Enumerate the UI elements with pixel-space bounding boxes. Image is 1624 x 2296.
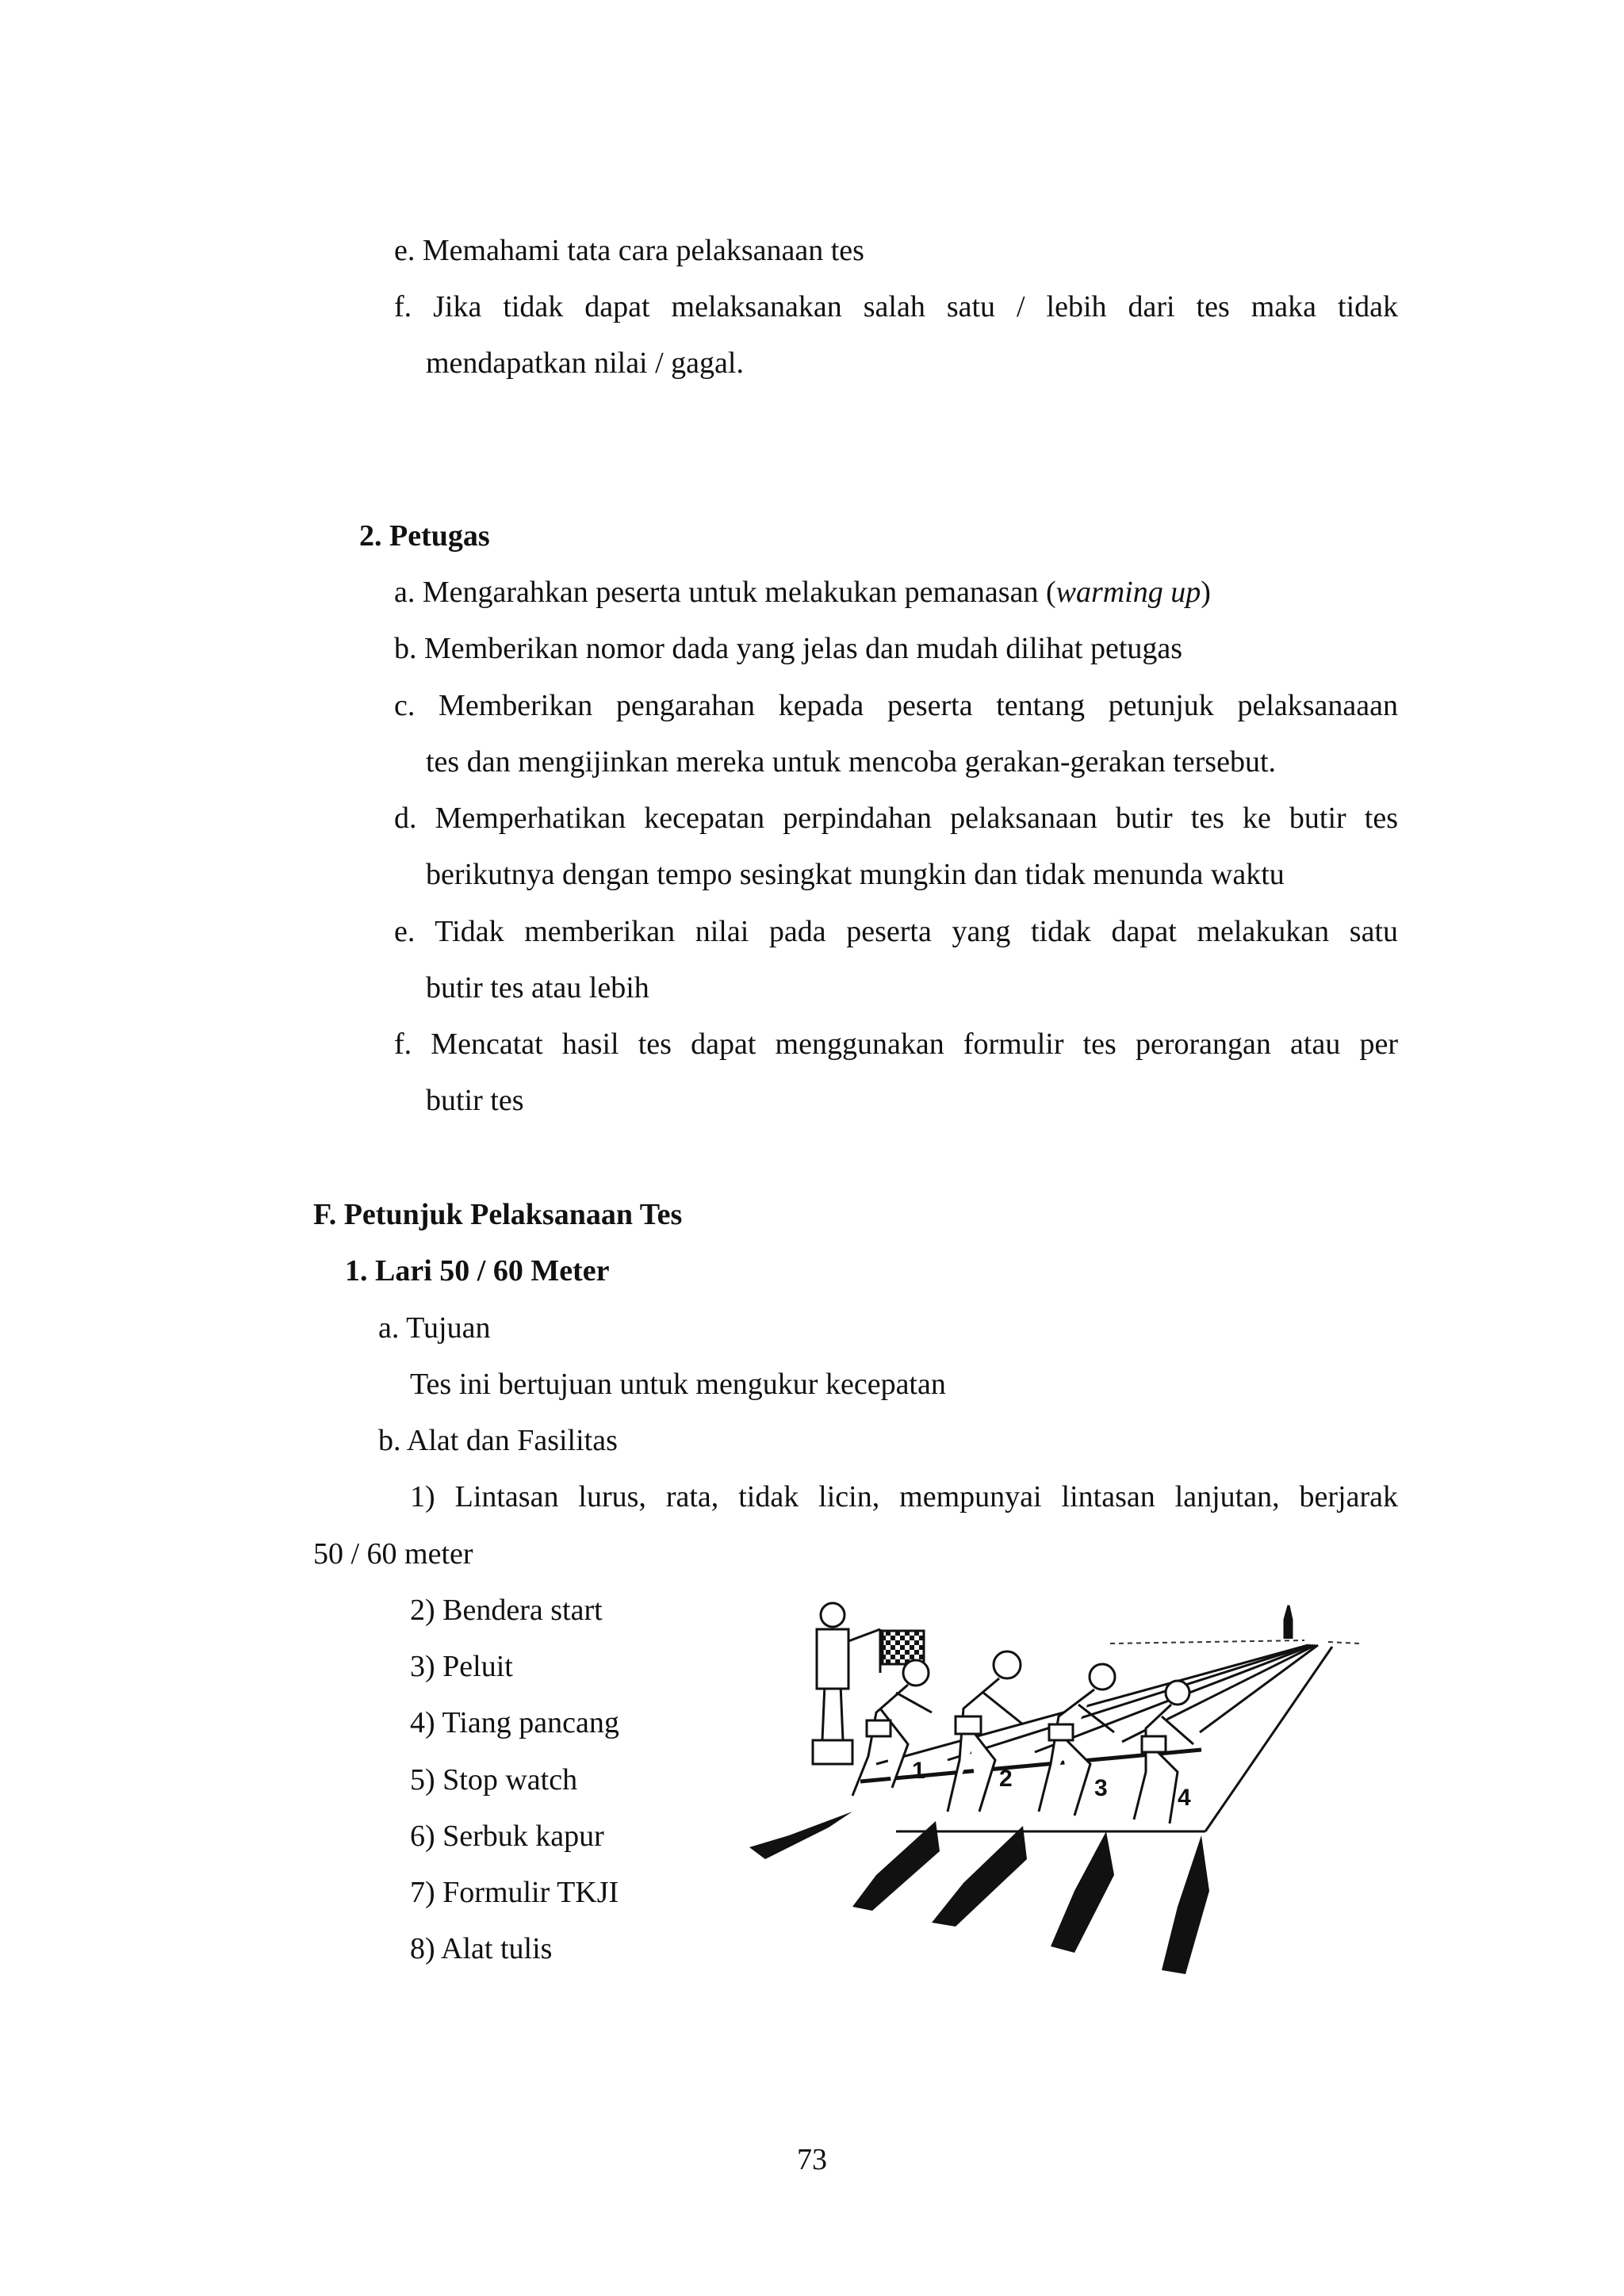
lane-number-2: 2 — [999, 1766, 1013, 1792]
alat-item-7: 7) Formulir TKJI — [410, 1876, 619, 1909]
petugas-item-f-line1: f. Mencatat hasil tes dapat menggunakan formulir tes perorangan atau per — [394, 1027, 1398, 1061]
lane-number-1: 1 — [912, 1758, 925, 1784]
runners — [852, 1651, 1193, 1823]
alat-item-4: 4) Tiang pancang — [410, 1706, 619, 1739]
sprint-start-illustration — [733, 1574, 1368, 1990]
petugas-item-a-prefix: a. Mengarahkan peserta untuk melakukan pemanasan ( — [394, 576, 1056, 609]
alat-item-1-line2: 50 / 60 meter — [313, 1537, 473, 1571]
petugas-item-d-line2: berikutnya dengan tempo sesingkat mungkin dan tidak menunda waktu — [426, 858, 1285, 891]
tujuan-label: a. Tujuan — [378, 1311, 491, 1345]
alat-label: b. Alat dan Fasilitas — [378, 1424, 618, 1457]
petugas-item-e-line2: butir tes atau lebih — [426, 971, 649, 1004]
petugas-item-c-line2: tes dan mengijinkan mereka untuk mencoba gerakan-gerakan tersebut. — [426, 745, 1277, 779]
alat-item-8: 8) Alat tulis — [410, 1932, 553, 1965]
section-f-heading: F. Petunjuk Pelaksanaan Tes — [313, 1198, 683, 1231]
alat-item-6: 6) Serbuk kapur — [410, 1820, 604, 1853]
lane-number-4: 4 — [1178, 1785, 1191, 1811]
petugas-item-e-line1: e. Tidak memberikan nilai pada peserta yang tidak dapat melakukan satu — [394, 915, 1398, 948]
petugas-item-a-italic: warming up — [1055, 576, 1201, 609]
petugas-item-d-line1: d. Memperhatikan kecepatan perpindahan pelaksanaan butir tes ke butir tes — [394, 802, 1398, 835]
petugas-item-c-line1: c. Memberikan pengarahan kepada peserta tentang petunjuk pelaksanaaan — [394, 689, 1398, 722]
list-item-e: e. Memahami tata cara pelaksanaan tes — [394, 234, 864, 267]
horizon-line — [1110, 1640, 1360, 1644]
page-number: 73 — [797, 2143, 827, 2176]
alat-item-5: 5) Stop watch — [410, 1763, 578, 1797]
petugas-item-a — [394, 573, 1211, 612]
distant-official — [1285, 1605, 1292, 1639]
tujuan-text: Tes ini bertujuan untuk mengukur kecepatan — [410, 1368, 946, 1401]
list-item-f-line1: f. Jika tidak dapat melaksanakan salah satu / lebih dari tes maka tidak — [394, 290, 1398, 323]
alat-item-2: 2) Bendera start — [410, 1594, 603, 1627]
petugas-item-a-suffix: ) — [1201, 576, 1211, 609]
petugas-heading: 2. Petugas — [359, 519, 490, 553]
petugas-item-f-line2: butir tes — [426, 1084, 524, 1117]
runner-shadows — [749, 1812, 1209, 1974]
alat-item-3: 3) Peluit — [410, 1650, 513, 1683]
petugas-item-b: b. Memberikan nomor dada yang jelas dan mudah dilihat petugas — [394, 632, 1183, 665]
subsection-lari-heading: 1. Lari 50 / 60 Meter — [345, 1254, 610, 1288]
alat-item-1-line1: 1) Lintasan lurus, rata, tidak licin, mempunyai lintasan lanjutan, berjarak — [410, 1480, 1398, 1513]
lane-number-3: 3 — [1094, 1775, 1108, 1801]
list-item-f-line2: mendapatkan nilai / gagal. — [426, 346, 744, 380]
